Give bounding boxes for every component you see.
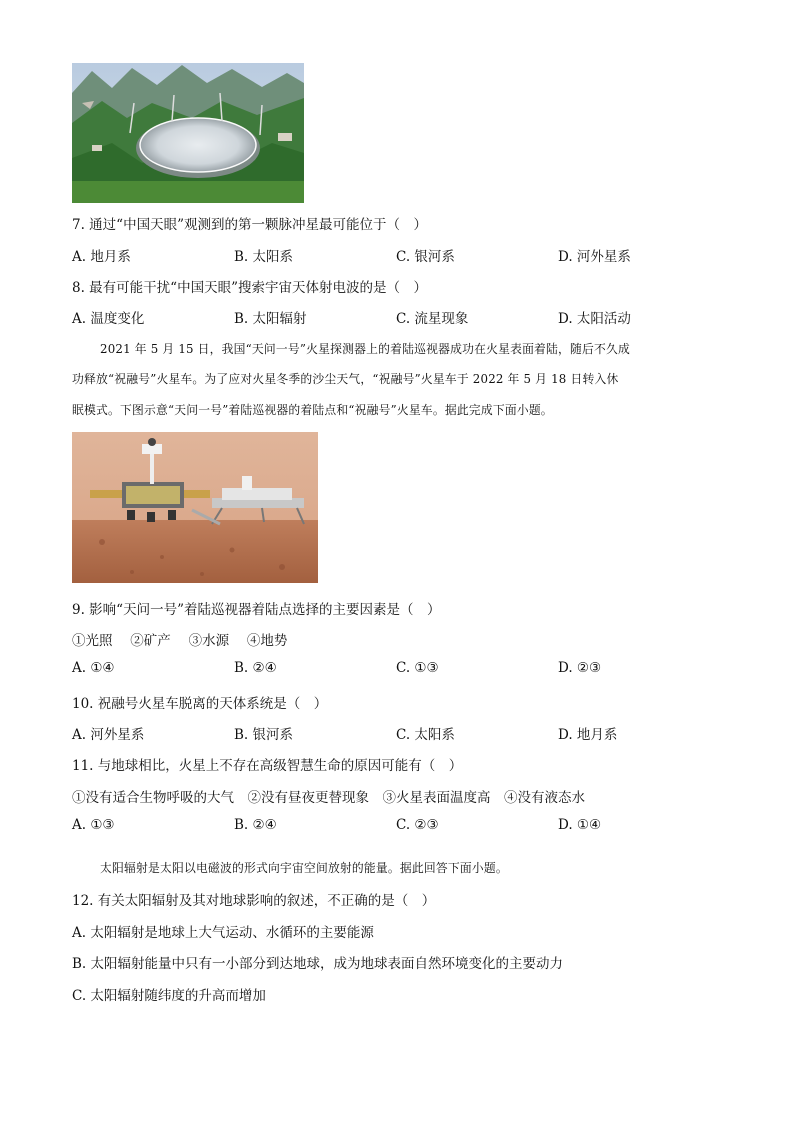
q9-option-c: C. ①③ — [396, 660, 439, 676]
q12-option-c: C. 太阳辐射随纬度的升高而增加 — [72, 988, 266, 1004]
q7-option-d: D. 河外星系 — [558, 249, 631, 265]
q11-option-a: A. ①③ — [72, 817, 115, 833]
q12-stem: 12. 有关太阳辐射及其对地球影响的叙述，不正确的是（ ） — [72, 893, 436, 909]
q8-option-d: D. 太阳活动 — [558, 311, 631, 327]
q12-option-b: B. 太阳辐射能量中只有一小部分到达地球，成为地球表面自然环境变化的主要动力 — [72, 956, 564, 972]
q7-option-a: A. 地月系 — [72, 249, 131, 265]
mars-rover-image — [72, 432, 318, 583]
q11-option-c: C. ②③ — [396, 817, 439, 833]
q8-option-a: A. 温度变化 — [72, 311, 145, 327]
q9-option-d: D. ②③ — [558, 660, 602, 676]
passage1-line3: 眠模式。下图示意“天问一号”着陆巡视器的着陆点和“祝融号”火星车。据此完成下面小题。 — [72, 403, 553, 417]
q8-stem: 8. 最有可能干扰“中国天眼”搜索宇宙天体射电波的是（ ） — [72, 280, 427, 296]
q9-choices: ①光照 ②矿产 ③水源 ④地势 — [72, 633, 288, 649]
q10-option-d: D. 地月系 — [558, 727, 618, 743]
passage1-line1: 2021 年 5 月 15 日，我国“天问一号”火星探测器上的着陆巡视器成功在火星表面着陆，随后不久成 — [100, 342, 631, 356]
passage2-line1: 太阳辐射是太阳以电磁波的形式向宇宙空间放射的能量。据此回答下面小题。 — [100, 861, 508, 875]
q7-option-c: C. 银河系 — [396, 249, 455, 265]
q7-option-b: B. 太阳系 — [234, 249, 294, 265]
q9-option-a: A. ①④ — [72, 660, 115, 676]
q10-option-b: B. 银河系 — [234, 727, 294, 743]
q9-stem: 9. 影响“天问一号”着陆巡视器着陆点选择的主要因素是（ ） — [72, 602, 441, 618]
q8-option-b: B. 太阳辐射 — [234, 311, 307, 327]
q11-option-b: B. ②④ — [234, 817, 277, 833]
q10-option-c: C. 太阳系 — [396, 727, 455, 743]
fast-telescope-image — [72, 63, 304, 203]
q10-stem: 10. 祝融号火星车脱离的天体系统是（ ） — [72, 696, 328, 712]
q11-option-d: D. ①④ — [558, 817, 602, 833]
q10-option-a: A. 河外星系 — [72, 727, 145, 743]
q11-choices: ①没有适合生物呼吸的大气 ②没有昼夜更替现象 ③火星表面温度高 ④没有液态水 — [72, 790, 585, 806]
q9-option-b: B. ②④ — [234, 660, 277, 676]
q11-stem: 11. 与地球相比，火星上不存在高级智慧生命的原因可能有（ ） — [72, 758, 463, 774]
q7-stem: 7. 通过“中国天眼”观测到的第一颗脉冲星最可能位于（ ） — [72, 217, 427, 233]
passage1-line2: 功释放“祝融号”火星车。为了应对火星冬季的沙尘天气，“祝融号”火星车于 2022 年 5 月 18 日转入休 — [72, 372, 619, 386]
q12-option-a: A. 太阳辐射是地球上大气运动、水循环的主要能源 — [72, 925, 374, 941]
q8-option-c: C. 流星现象 — [396, 311, 469, 327]
